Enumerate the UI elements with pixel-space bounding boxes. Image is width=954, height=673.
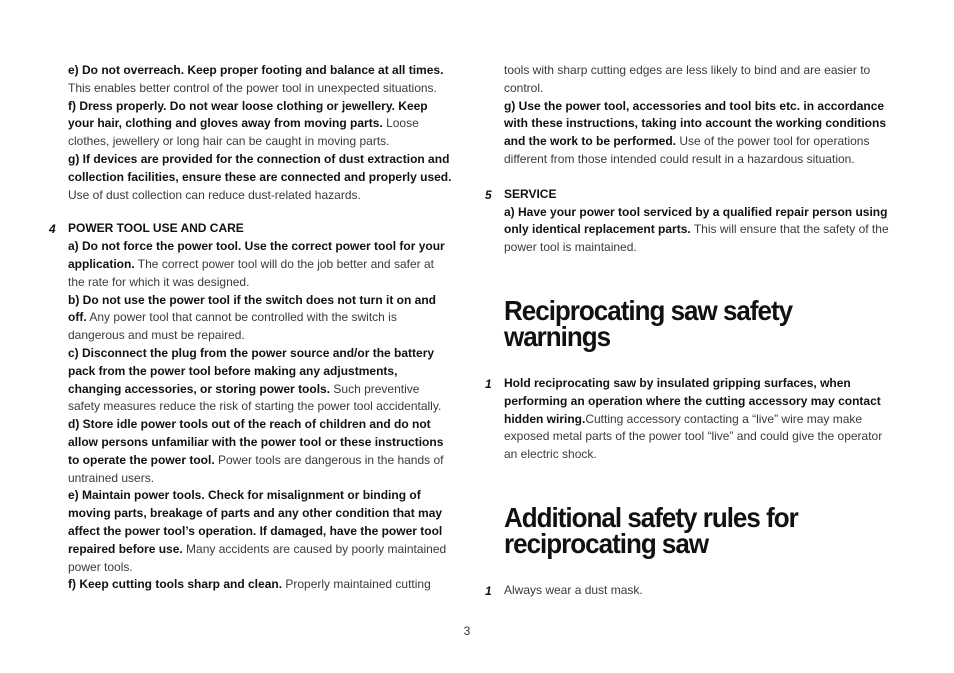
section-4-item-e-bold: e) Maintain power tools. Check for misalignment or binding of moving parts, breakage of parts and any other condition that may affect the power tool’s operation. If damaged, have the power tool repaired before use. bbox=[68, 488, 443, 556]
paragraph-g-instructions-text: Use of the power tool for operations different from those intended could result in a hazardous situation. bbox=[504, 134, 870, 166]
section-4-item-d bbox=[68, 416, 452, 487]
section-4-power-tool-use bbox=[49, 220, 452, 594]
section-4-item-c-bold: c) Disconnect the plug from the power source and/or the battery pack from the power tool before making any adjustments, changing accessories, or storing power tools. bbox=[68, 345, 435, 396]
section-5-number: 5 bbox=[485, 187, 492, 202]
paragraph-g-dust bbox=[68, 151, 452, 204]
section-5-title: SERVICE bbox=[504, 186, 557, 201]
warning-1-bold: Hold reciprocating saw by insulated gripping surfaces, when performing an operation where the cutting accessory may contact hidden wiring. bbox=[504, 375, 881, 426]
section-4-title: POWER TOOL USE AND CARE bbox=[68, 221, 244, 236]
warning-1-text: Cutting accessory contacting a “live” wire may make exposed metal parts of the power tool “live” and could give the operator an electric shock. bbox=[504, 411, 883, 462]
paragraph-f-dress bbox=[68, 98, 452, 151]
paragraph-g-instructions-bold: g) Use the power tool, accessories and tool bits etc. in accordance with these instructions, taking into account the working conditions and the work to be performed. bbox=[504, 98, 887, 149]
section-4-item-f-text: Properly maintained cutting bbox=[282, 577, 431, 592]
section-4-item-f bbox=[68, 576, 452, 594]
section-4-item-c-text: Such preventive safety measures reduce the risk of starting the power tool accidentally. bbox=[68, 381, 442, 414]
section-4-item-f-bold: f) Keep cutting tools sharp and clean. bbox=[68, 577, 283, 592]
warning-1-text-block bbox=[504, 375, 890, 464]
rule-1-text: Always wear a dust mask. bbox=[504, 582, 643, 597]
section-5-service bbox=[485, 186, 890, 257]
paragraph-f-bold: f) Dress properly. Do not wear loose clothing or jewellery. Keep your hair, clothing and gloves away from moving parts. bbox=[68, 98, 428, 131]
warning-1 bbox=[485, 375, 890, 464]
rule-1-number: 1 bbox=[485, 583, 492, 598]
section-4-item-e bbox=[68, 487, 452, 576]
section-4-item-b bbox=[68, 292, 452, 345]
section-5-item-a-text: This will ensure that the safety of the power tool is maintained. bbox=[504, 222, 889, 255]
right-column bbox=[485, 62, 890, 600]
paragraph-g-instructions bbox=[504, 98, 890, 169]
section-4-item-b-text: Any power tool that cannot be controlled with the switch is dangerous and must be repaired. bbox=[68, 310, 397, 343]
paragraph-g-bold: g) If devices are provided for the connection of dust extraction and collection facilities, ensure these are connected and properly used. bbox=[68, 151, 452, 184]
warning-1-number: 1 bbox=[485, 376, 492, 391]
paragraph-e-overreach bbox=[68, 62, 452, 98]
rule-1 bbox=[485, 582, 890, 600]
continued-text: tools with sharp cutting edges are less likely to bind and are easier to control. bbox=[504, 63, 871, 95]
section-4-item-b-bold: b) Do not use the power tool if the switch does not turn it on and off. bbox=[68, 292, 436, 325]
section-4-item-a-text: The correct power tool will do the job better and safer at the rate for which it was designed. bbox=[68, 256, 434, 289]
section-4-item-e-text: Many accidents are caused by poorly maintained power tools. bbox=[68, 541, 447, 574]
section-4-item-a-bold: a) Do not force the power tool. Use the correct power tool for your application. bbox=[68, 239, 445, 271]
paragraph-e-bold: e) Do not overreach. Keep proper footing and balance at all times. bbox=[68, 63, 444, 77]
page-number: 3 bbox=[463, 624, 471, 638]
paragraph-g-text: Use of dust collection can reduce dust-related hazards. bbox=[68, 187, 361, 202]
heading-reciprocating-saw-warnings: Reciprocating saw safety warnings bbox=[504, 294, 793, 353]
section-4-number: 4 bbox=[49, 222, 56, 237]
section-5-item-a bbox=[504, 204, 890, 257]
section-4-item-d-text: Power tools are dangerous in the hands of untrained users. bbox=[68, 452, 444, 485]
paragraph-e-text: This enables better control of the power tool in unexpected situations. bbox=[68, 80, 437, 95]
section-5-item-a-bold: a) Have your power tool serviced by a qualified repair person using only identical replacement parts. bbox=[504, 204, 888, 237]
section-4-item-d-bold: d) Store idle power tools out of the reach of children and do not allow persons unfamiliar with the power tool or these instructions to operate the power tool. bbox=[68, 417, 444, 467]
paragraph-f-text: Loose clothes, jewellery or long hair can be caught in moving parts. bbox=[68, 116, 419, 149]
heading-additional-safety-rules: Additional safety rules for reciprocating saw bbox=[504, 501, 798, 560]
section-4-item-c bbox=[68, 345, 452, 416]
section-4-item-a bbox=[68, 238, 452, 291]
left-column bbox=[49, 62, 452, 594]
